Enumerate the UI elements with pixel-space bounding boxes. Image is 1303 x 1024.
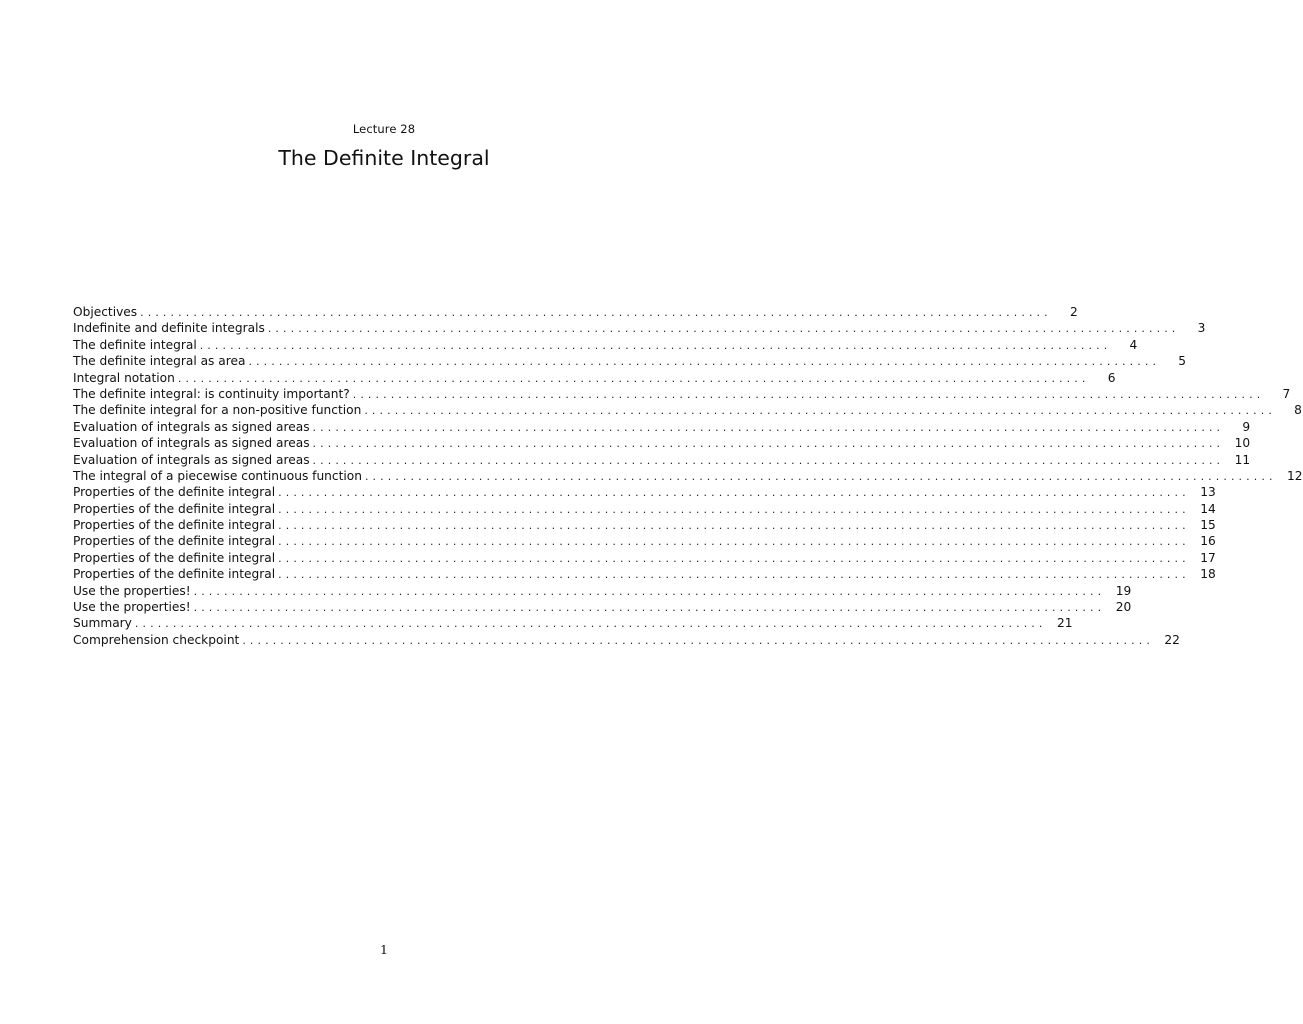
toc-entry[interactable]	[73, 599, 1132, 615]
toc-entry-title: Evaluation of integrals as signed areas	[73, 452, 310, 467]
toc-entry-page: 13	[1200, 485, 1216, 500]
toc-entry-page: 21	[1056, 616, 1073, 631]
toc-leader-dots: ........................................................................................................................	[312, 420, 1225, 434]
toc-entry-page: 22	[1164, 632, 1180, 647]
toc-leader-dots: ........................................................................................................................	[278, 535, 1190, 549]
toc-entry[interactable]	[73, 468, 1303, 484]
toc-entry[interactable]	[73, 320, 1206, 336]
toc-leader-dots: ........................................................................................................................	[364, 404, 1276, 418]
toc-leader-dots: ........................................................................................................................	[278, 551, 1190, 565]
toc-leader-dots: ........................................................................................................................	[248, 355, 1161, 369]
toc-entry[interactable]	[73, 337, 1138, 353]
toc-entry-title: Properties of the definite integral	[73, 550, 276, 565]
table-of-contents	[73, 304, 1303, 648]
toc-entry-page: 14	[1200, 501, 1216, 516]
toc-entry-page: 2	[1069, 305, 1078, 319]
toc-entry-page: 4	[1129, 337, 1138, 352]
toc-entry-title: Evaluation of integrals as signed areas	[73, 419, 310, 434]
toc-entry-page: 11	[1234, 452, 1251, 467]
toc-entry-title: Comprehension checkpoint	[73, 632, 240, 647]
toc-entry[interactable]	[73, 550, 1216, 566]
toc-leader-dots: ........................................................................................................................	[278, 502, 1190, 516]
toc-entry-title: Properties of the definite integral	[73, 485, 276, 500]
toc-entry[interactable]	[73, 353, 1187, 369]
toc-leader-dots: ........................................................................................................................	[352, 387, 1265, 401]
toc-leader-dots: ........................................................................................................................	[140, 306, 1052, 319]
toc-leader-dots: ........................................................................................................................	[312, 437, 1225, 451]
toc-entry[interactable]	[73, 402, 1302, 418]
toc-entry[interactable]	[73, 370, 1116, 386]
toc-entry[interactable]	[73, 501, 1216, 517]
toc-entry-page: 16	[1200, 534, 1216, 549]
toc-entry-page: 17	[1200, 550, 1216, 565]
toc-leader-dots: ........................................................................................................................	[134, 617, 1047, 631]
toc-entry-title: Use the properties!	[73, 600, 191, 615]
toc-entry-title: Properties of the definite integral	[73, 567, 276, 582]
toc-entry-title: Objectives	[73, 305, 138, 319]
toc-entry-title: Evaluation of integrals as signed areas	[73, 436, 310, 451]
toc-leader-dots: ........................................................................................................................	[278, 486, 1190, 500]
toc-entry-page: 18	[1200, 567, 1216, 582]
toc-leader-dots: ........................................................................................................................	[242, 633, 1154, 647]
toc-entry[interactable]	[73, 632, 1180, 648]
toc-entry-page: 19	[1115, 583, 1132, 598]
toc-entry-page: 9	[1242, 419, 1251, 434]
toc-leader-dots: ........................................................................................................................	[199, 338, 1112, 352]
toc-entry[interactable]	[73, 484, 1216, 500]
toc-entry-title: Properties of the definite integral	[73, 518, 276, 533]
toc-entry[interactable]	[73, 533, 1216, 549]
toc-leader-dots: ........................................................................................................................	[278, 519, 1190, 533]
page-number: 1	[380, 942, 388, 957]
page-title: The Definite Integral	[278, 146, 490, 170]
toc-entry[interactable]	[73, 435, 1251, 451]
lecture-label: Lecture 28	[352, 122, 416, 136]
toc-entry-page: 5	[1178, 354, 1187, 369]
toc-entry-title: The integral of a piecewise continuous function	[73, 468, 362, 483]
toc-leader-dots: ........................................................................................................................	[177, 371, 1090, 385]
toc-entry-title: The definite integral: is continuity important?	[73, 386, 350, 401]
toc-entry[interactable]	[73, 566, 1216, 582]
toc-entry-page: 3	[1197, 321, 1206, 336]
toc-entry-title: Summary	[73, 616, 132, 631]
toc-entry-title: Indefinite and definite integrals	[73, 321, 265, 336]
toc-entry-page: 12	[1287, 468, 1303, 483]
toc-entry[interactable]	[73, 452, 1251, 468]
toc-entry-title: Properties of the definite integral	[73, 501, 276, 516]
toc-entry-page: 20	[1115, 600, 1132, 615]
toc-entry[interactable]	[73, 517, 1216, 533]
toc-leader-dots: ........................................................................................................................	[267, 322, 1180, 336]
toc-entry[interactable]	[73, 583, 1132, 599]
toc-entry[interactable]	[73, 615, 1073, 631]
toc-entry-page: 8	[1294, 403, 1302, 418]
toc-entry-title: The definite integral as area	[73, 354, 246, 369]
toc-entry-title: Use the properties!	[73, 583, 191, 598]
toc-entry-title: The definite integral	[73, 337, 197, 352]
toc-entry-title: Integral notation	[73, 370, 175, 385]
toc-entry-page: 7	[1282, 386, 1291, 401]
toc-leader-dots: ........................................................................................................................	[193, 584, 1106, 598]
toc-entry-page: 15	[1200, 518, 1216, 533]
toc-entry[interactable]	[73, 419, 1251, 435]
toc-leader-dots: ........................................................................................................................	[364, 469, 1277, 483]
toc-entry[interactable]	[73, 304, 1078, 320]
toc-entry-page: 6	[1107, 370, 1116, 385]
toc-entry-page: 10	[1234, 436, 1251, 451]
toc-leader-dots: ........................................................................................................................	[193, 601, 1106, 615]
toc-entry-title: The definite integral for a non-positive function	[73, 403, 362, 418]
toc-leader-dots: ........................................................................................................................	[312, 453, 1225, 467]
toc-entry-title: Properties of the definite integral	[73, 534, 276, 549]
toc-entry[interactable]	[73, 386, 1291, 402]
toc-leader-dots: ........................................................................................................................	[278, 568, 1190, 582]
